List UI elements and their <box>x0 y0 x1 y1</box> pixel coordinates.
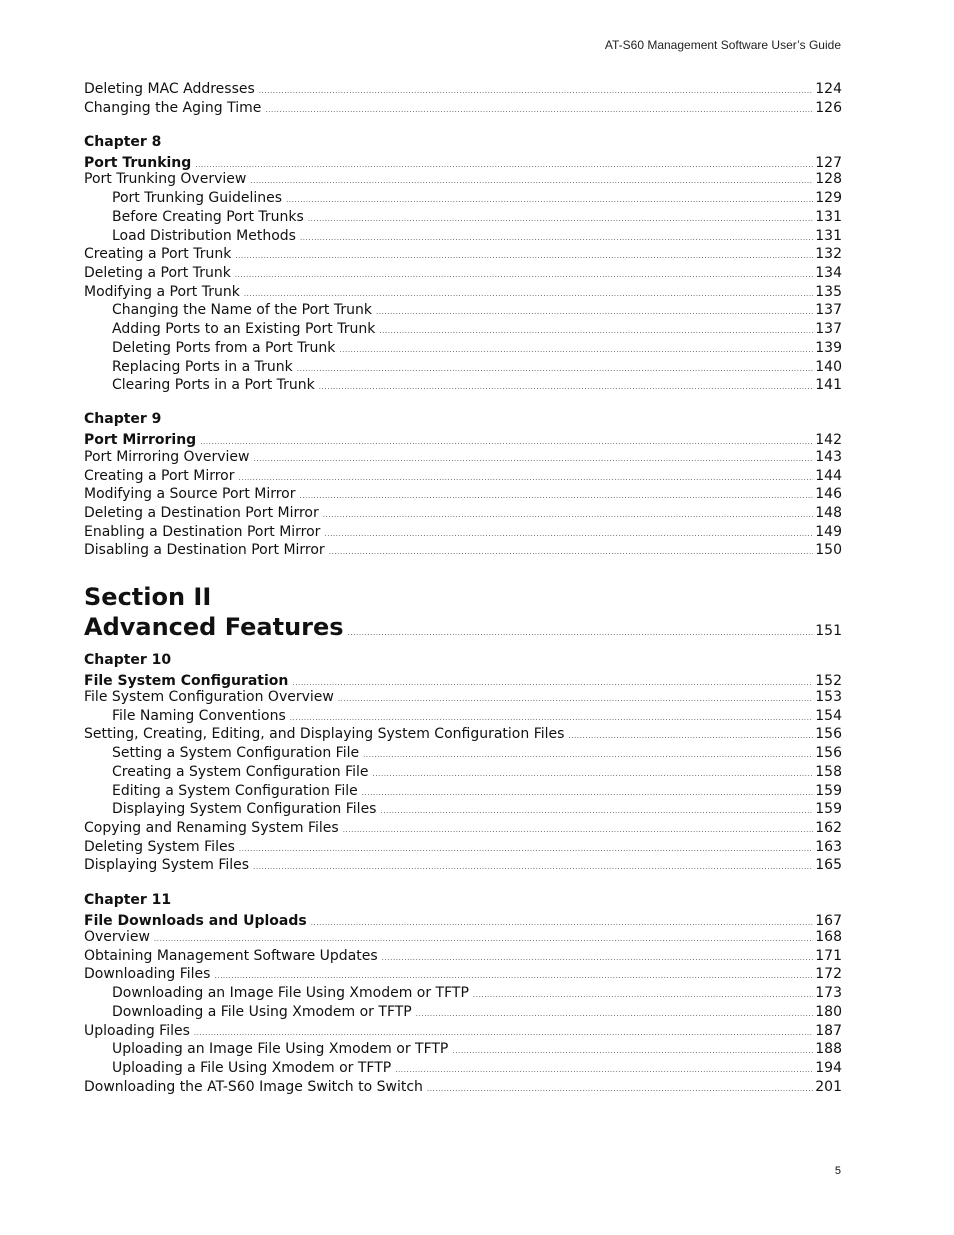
toc-entry-page: 134 <box>815 265 842 281</box>
toc-entry-title: File Naming Conventions <box>112 708 286 724</box>
toc-entry[interactable] <box>84 170 842 189</box>
page-header: AT-S60 Management Software User’s Guide <box>604 38 841 52</box>
toc-entry-page: 187 <box>815 1023 842 1039</box>
toc-entry-page: 165 <box>815 857 842 873</box>
toc-entry-title: Obtaining Management Software Updates <box>84 948 378 964</box>
toc-entry-title: Deleting Ports from a Port Trunk <box>112 340 336 356</box>
toc-entry-title: Setting a System Configuration File <box>112 745 360 761</box>
toc-section-title: Advanced Features <box>84 613 344 641</box>
toc-entry-page: 131 <box>815 228 842 244</box>
toc-entry-page: 162 <box>815 820 842 836</box>
toc-entry-page: 139 <box>815 340 842 356</box>
toc-entry-page: 129 <box>815 190 842 206</box>
toc-entry-title: Changing the Name of the Port Trunk <box>112 302 372 318</box>
toc-entry-page: 137 <box>815 321 842 337</box>
toc-entry-title: Adding Ports to an Existing Port Trunk <box>112 321 376 337</box>
toc-entry[interactable] <box>84 928 842 947</box>
toc-entry-page: 153 <box>815 689 842 705</box>
toc-entry-title: Uploading Files <box>84 1023 190 1039</box>
toc-subentry[interactable] <box>112 707 842 726</box>
toc-entry[interactable] <box>84 264 842 283</box>
toc-entry[interactable] <box>84 80 842 99</box>
toc-entry[interactable] <box>84 1022 842 1041</box>
toc-entry-page: 142 <box>815 432 842 448</box>
toc-entry-title: Port Trunking Overview <box>84 171 247 187</box>
page-number: 5 <box>834 1165 841 1177</box>
toc-entry-page: 154 <box>815 708 842 724</box>
toc-entry-page: 126 <box>815 100 842 116</box>
toc-subentry[interactable] <box>112 1059 842 1078</box>
toc-entry-page: 151 <box>815 623 842 639</box>
toc-subentry[interactable] <box>112 339 842 358</box>
toc-subentry[interactable] <box>112 782 842 801</box>
toc-entry-page: 159 <box>815 783 842 799</box>
toc-entry-title: Displaying System Files <box>84 857 250 873</box>
toc-entry-title: Port Mirroring <box>84 432 197 448</box>
toc-entry-page: 141 <box>815 377 842 393</box>
chapter-heading: Chapter 10 <box>84 652 172 668</box>
toc-entry[interactable] <box>84 725 842 744</box>
toc-entry[interactable] <box>84 504 842 523</box>
toc-subentry[interactable] <box>112 189 842 208</box>
toc-entry-page: 201 <box>815 1079 842 1095</box>
toc-entry-page: 143 <box>815 449 842 465</box>
toc-entry-title: Deleting MAC Addresses <box>84 81 255 97</box>
toc-entry-page: 146 <box>815 486 842 502</box>
toc-subentry[interactable] <box>112 227 842 246</box>
toc-entry-page: 137 <box>815 302 842 318</box>
toc-entry-title: Port Mirroring Overview <box>84 449 250 465</box>
toc-entry-page: 152 <box>815 673 842 689</box>
toc-entry-title: Disabling a Destination Port Mirror <box>84 542 325 558</box>
toc-entry[interactable] <box>84 99 842 118</box>
toc-subentry[interactable] <box>112 301 842 320</box>
toc-subentry[interactable] <box>112 744 842 763</box>
toc-entry-page: 128 <box>815 171 842 187</box>
toc-entry-title: Downloading the AT-S60 Image Switch to Switch <box>84 1079 423 1095</box>
toc-entry-page: 172 <box>815 966 842 982</box>
toc-entry-page: 194 <box>815 1060 842 1076</box>
toc-subentry[interactable] <box>112 376 842 395</box>
toc-entry[interactable] <box>84 819 842 838</box>
section-label: Section II <box>84 583 212 611</box>
toc-entry-title: Downloading a File Using Xmodem or TFTP <box>112 1004 412 1020</box>
toc-entry-page: 167 <box>815 913 842 929</box>
toc-entry-title: Clearing Ports in a Port Trunk <box>112 377 315 393</box>
toc-entry-page: 171 <box>815 948 842 964</box>
toc-entry-page: 140 <box>815 359 842 375</box>
toc-entry-title: Uploading an Image File Using Xmodem or TFTP <box>112 1041 449 1057</box>
toc-subentry[interactable] <box>112 1003 842 1022</box>
toc-subentry[interactable] <box>112 208 842 227</box>
toc-entry[interactable] <box>84 283 842 302</box>
toc-entry-title: Modifying a Source Port Mirror <box>84 486 296 502</box>
toc-entry-page: 168 <box>815 929 842 945</box>
toc-section-entry[interactable] <box>84 612 842 642</box>
toc-entry-title: Deleting a Destination Port Mirror <box>84 505 319 521</box>
toc-entry-page: 156 <box>815 745 842 761</box>
toc-entry-title: File System Configuration Overview <box>84 689 334 705</box>
toc-entry[interactable] <box>84 467 842 486</box>
toc-entry-title: File System Configuration <box>84 673 289 689</box>
toc-entry[interactable] <box>84 245 842 264</box>
toc-entry-title: Port Trunking Guidelines <box>112 190 283 206</box>
toc-entry-title: Creating a Port Mirror <box>84 468 235 484</box>
toc-entry-page: 150 <box>815 542 842 558</box>
chapter-heading: Chapter 8 <box>84 134 162 150</box>
toc-entry-title: Setting, Creating, Editing, and Displaying System Configuration Files <box>84 726 565 742</box>
toc-entry[interactable] <box>84 856 842 875</box>
toc-entry-title: Displaying System Configuration Files <box>112 801 377 817</box>
toc-entry[interactable] <box>84 838 842 857</box>
toc-entry-title: Uploading a File Using Xmodem or TFTP <box>112 1060 392 1076</box>
toc-entry[interactable] <box>84 448 842 467</box>
toc-entry-title: File Downloads and Uploads <box>84 913 307 929</box>
toc-subentry[interactable] <box>112 984 842 1003</box>
toc-entry-title: Overview <box>84 929 150 945</box>
toc-entry-title: Copying and Renaming System Files <box>84 820 339 836</box>
toc-entry-title: Downloading an Image File Using Xmodem or TFTP <box>112 985 469 1001</box>
toc-entry-title: Downloading Files <box>84 966 211 982</box>
toc-entry-page: 131 <box>815 209 842 225</box>
toc-entry[interactable] <box>84 1078 842 1097</box>
toc-entry-title: Creating a System Configuration File <box>112 764 369 780</box>
toc-subentry[interactable] <box>112 800 842 819</box>
toc-subentry[interactable] <box>112 320 842 339</box>
chapter-heading: Chapter 11 <box>84 892 172 908</box>
toc-entry[interactable] <box>84 965 842 984</box>
toc-entry-page: 124 <box>815 81 842 97</box>
toc-entry-title: Deleting System Files <box>84 839 235 855</box>
toc-subentry[interactable] <box>112 763 842 782</box>
toc-entry-page: 156 <box>815 726 842 742</box>
toc-entry-title: Modifying a Port Trunk <box>84 284 240 300</box>
toc-entry-page: 163 <box>815 839 842 855</box>
toc-entry-page: 149 <box>815 524 842 540</box>
toc-entry-title: Deleting a Port Trunk <box>84 265 231 281</box>
toc-entry-title: Changing the Aging Time <box>84 100 262 116</box>
toc-entry-page: 148 <box>815 505 842 521</box>
toc-entry[interactable] <box>84 541 842 560</box>
toc-entry[interactable] <box>84 947 842 966</box>
toc-entry-title: Creating a Port Trunk <box>84 246 232 262</box>
toc-entry-title: Load Distribution Methods <box>112 228 296 244</box>
toc-entry-title: Before Creating Port Trunks <box>112 209 304 225</box>
toc-entry-title: Editing a System Configuration File <box>112 783 358 799</box>
toc-entry-page: 127 <box>815 155 842 171</box>
toc-entry-page: 135 <box>815 284 842 300</box>
toc-entry[interactable] <box>84 688 842 707</box>
chapter-heading: Chapter 9 <box>84 411 162 427</box>
toc-entry-page: 132 <box>815 246 842 262</box>
toc-entry-page: 144 <box>815 468 842 484</box>
toc-entry-page: 188 <box>815 1041 842 1057</box>
toc-entry-page: 158 <box>815 764 842 780</box>
toc-entry-title: Port Trunking <box>84 155 192 171</box>
toc-entry-page: 173 <box>815 985 842 1001</box>
toc-subentry[interactable] <box>112 1040 842 1059</box>
toc-entry-title: Replacing Ports in a Trunk <box>112 359 293 375</box>
toc-entry-page: 180 <box>815 1004 842 1020</box>
toc-entry[interactable] <box>84 485 842 504</box>
toc-entry-title: Enabling a Destination Port Mirror <box>84 524 321 540</box>
toc-entry[interactable] <box>84 523 842 542</box>
toc-subentry[interactable] <box>112 358 842 377</box>
toc-entry-page: 159 <box>815 801 842 817</box>
